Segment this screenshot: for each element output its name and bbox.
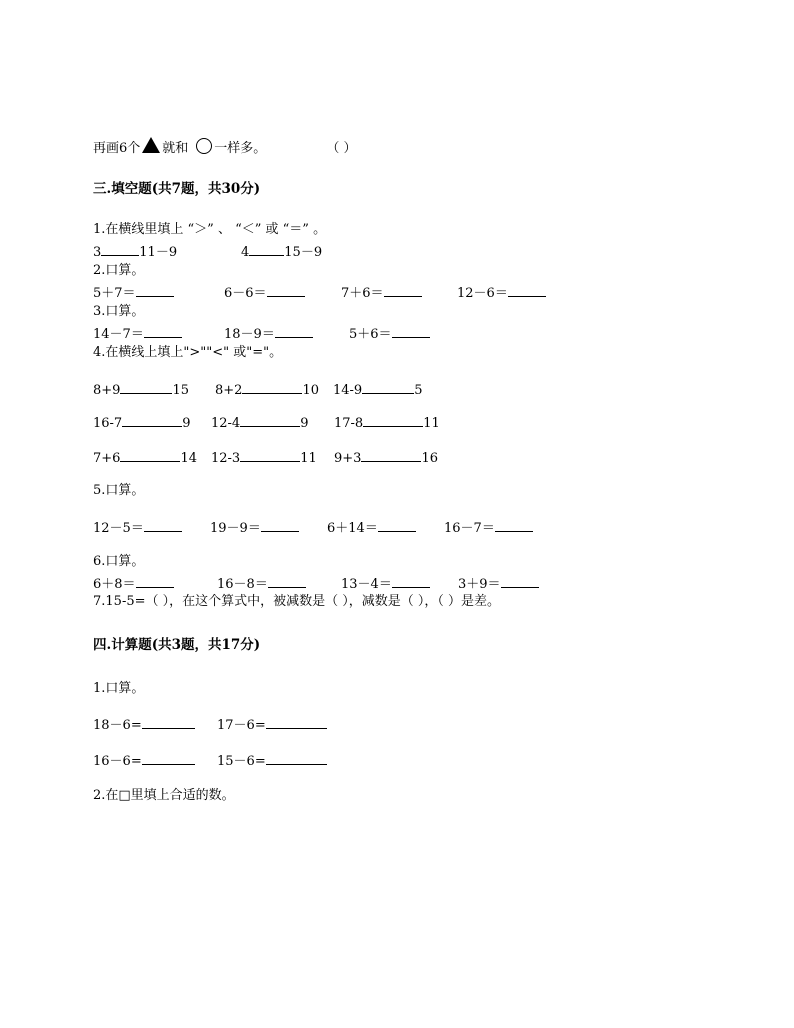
q6-row [93,575,539,593]
q1-row [93,243,322,261]
answer-blank[interactable] [120,449,180,462]
expr: 12－6＝ [457,286,508,301]
expr-right: 11 [423,416,440,431]
expr: 15－6= [217,754,266,769]
answer-blank[interactable] [261,519,299,532]
expr: 12－5＝ [93,521,144,536]
answer-blank[interactable] [249,243,284,256]
answer-blank[interactable] [144,325,182,338]
expr-left: 4 [241,245,250,260]
expr: 3＋9＝ [458,577,501,592]
expr: 6＋8＝ [93,577,136,592]
answer-blank[interactable] [240,414,300,427]
expr: 5＋7＝ [93,286,136,301]
c2-title: 2.在□里填上合适的数。 [93,788,235,803]
answer-blank[interactable] [136,575,174,588]
expr-left: 8+9 [93,383,121,398]
expr-right: 16 [421,451,438,466]
answer-blank[interactable] [392,575,430,588]
expr: 17－6= [217,718,266,733]
c1-row [93,716,327,734]
expr-right: 9 [182,416,191,431]
question-text-part3: 一样多。 [214,141,267,156]
answer-blank[interactable] [142,716,195,729]
answer-blank[interactable] [266,752,327,765]
expr-left: 16-7 [93,416,123,431]
expr-left: 17-8 [334,416,364,431]
question-text-part1: 再画6个 [93,141,141,156]
q3-row [93,325,430,343]
q5-row [93,519,533,537]
answer-blank[interactable] [142,752,195,765]
q2-row [93,284,546,302]
answer-blank[interactable] [242,381,302,394]
expr: 18－6= [93,718,142,733]
circle-icon [196,138,212,154]
q7-text: 7.15-5=（ ），在这个算式中，被减数是（ ），减数是（ ），（ ）是差。 [93,594,501,609]
answer-blank[interactable] [384,284,422,297]
section-heading-fill: 三.填空题(共7题，共30分) [93,181,261,197]
answer-blank[interactable] [240,449,300,462]
q5-title: 5.口算。 [93,483,145,498]
answer-blank[interactable] [144,519,182,532]
answer-blank[interactable] [266,716,327,729]
answer-blank[interactable] [268,575,306,588]
answer-blank[interactable] [392,325,430,338]
q2-title: 2.口算。 [93,263,145,278]
section-heading-calc: 四.计算题(共3题，共17分) [93,637,261,653]
expr: 6－6＝ [224,286,267,301]
expr: 16－7＝ [444,521,495,536]
expr: 16－8＝ [217,577,268,592]
answer-blank[interactable] [267,284,305,297]
expr-right: 11 [300,451,317,466]
q1-title: 1.在横线里填上 “＞” 、 “＜” 或 “＝” 。 [93,222,327,237]
expr-right: 5 [414,383,423,398]
answer-blank[interactable] [361,449,421,462]
q3-title: 3.口算。 [93,304,145,319]
expr: 6＋14＝ [327,521,378,536]
triangle-icon [142,137,160,153]
answer-blank[interactable] [501,575,539,588]
expr-right: 9 [300,416,309,431]
expr-right: 15－9 [284,245,323,260]
answer-blank[interactable] [363,414,423,427]
expr: 7＋6＝ [341,286,384,301]
answer-blank[interactable] [122,414,182,427]
expr-left: 12-4 [211,416,241,431]
expr: 19－9＝ [210,521,261,536]
expr-left: 8+2 [215,383,243,398]
answer-blank[interactable] [362,381,414,394]
expr: 5＋6＝ [349,327,392,342]
expr-left: 14-9 [333,383,363,398]
answer-blank[interactable] [120,381,172,394]
expr-left: 3 [93,245,102,260]
q6-title: 6.口算。 [93,554,145,569]
expr: 18－9＝ [224,327,275,342]
expr-right: 14 [180,451,197,466]
q4-row [93,414,440,432]
expr-right: 11－9 [139,245,178,260]
expr: 16－6= [93,754,142,769]
expr-left: 12-3 [211,451,241,466]
answer-blank[interactable] [508,284,546,297]
question-text-part2: 就和 [162,141,189,156]
q4-row [93,381,423,399]
expr: 13－4＝ [341,577,392,592]
expr-right: 15 [172,383,189,398]
c1-row [93,752,327,770]
c1-title: 1.口算。 [93,681,145,696]
q4-row [93,449,438,467]
q4-title: 4.在横线上填上">""<" 或"="。 [93,345,283,360]
answer-parentheses[interactable]: （ ） [326,141,357,156]
question-draw-triangles [93,137,356,157]
answer-blank[interactable] [136,284,174,297]
expr-left: 9+3 [334,451,362,466]
answer-blank[interactable] [378,519,416,532]
expr: 14－7＝ [93,327,144,342]
expr-left: 7+6 [93,451,121,466]
expr-right: 10 [302,383,319,398]
answer-blank[interactable] [495,519,533,532]
answer-blank[interactable] [101,243,139,256]
answer-blank[interactable] [275,325,313,338]
